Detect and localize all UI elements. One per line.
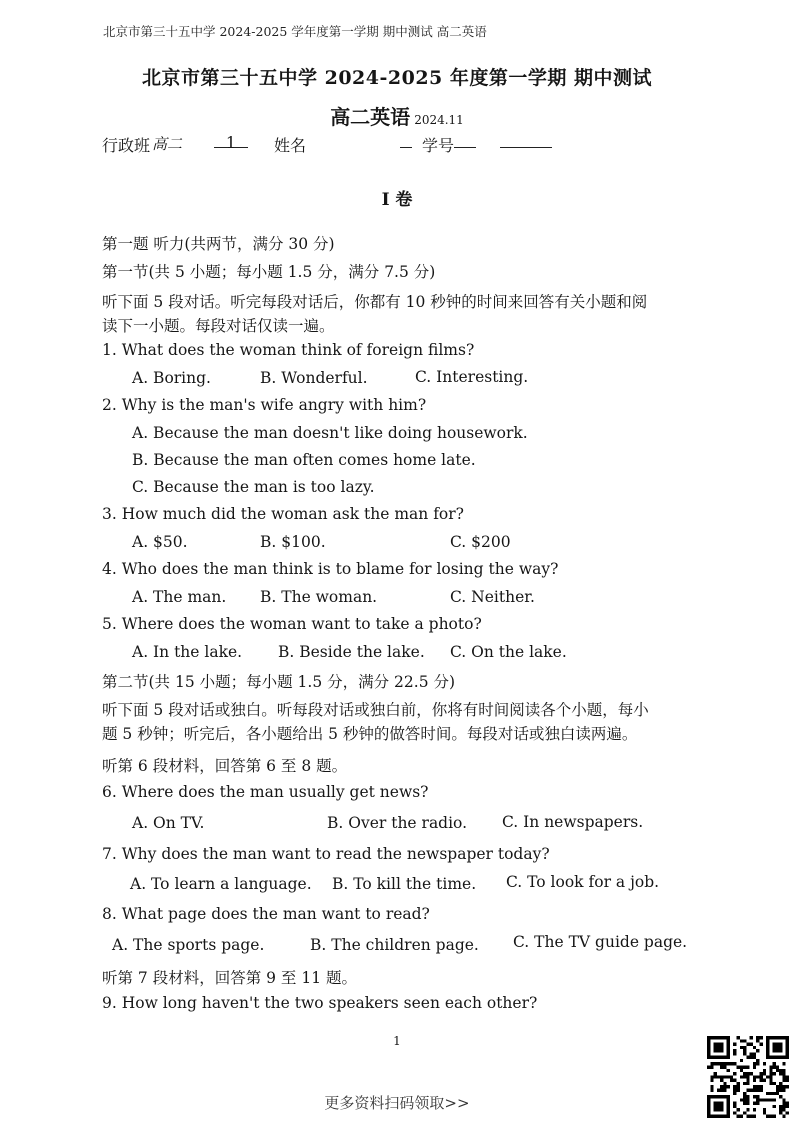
page-number: 1 [393,1034,401,1048]
q1-option-a[interactable]: A. Boring. [132,369,211,387]
q8-option-c[interactable]: C. The TV guide page. [513,933,688,951]
material-6-heading: 听第 6 段材料，回答第 6 至 8 题。 [102,757,348,775]
q6-stem: 6. Where does the man usually get news? [102,783,429,801]
student-id-label: 学号 [422,136,455,155]
q7-option-b[interactable]: B. To kill the time. [332,875,477,893]
q2-option-c[interactable]: C. Because the man is too lazy. [132,478,375,496]
section2-instruction-2: 题 5 秒钟；听完后，各小题给出 5 秒钟的做答时间。每段对话或独白读两遍。 [102,725,638,743]
q5-stem: 5. Where does the woman want to take a photo? [102,615,482,633]
q2-stem: 2. Why is the man's wife angry with him? [102,396,427,414]
class-handwritten-value: 高二 [152,135,183,153]
q6-option-a[interactable]: A. On TV. [132,814,205,832]
q2-option-b[interactable]: B. Because the man often comes home late. [132,451,476,469]
q3-stem: 3. How much did the woman ask the man for? [102,505,464,523]
qr-code-icon[interactable] [707,1036,789,1118]
section1-heading: 第一节(共 5 小题；每小题 1.5 分，满分 7.5 分) [102,263,436,281]
q1-option-c[interactable]: C. Interesting. [415,368,529,386]
q5-option-b[interactable]: B. Beside the lake. [278,643,425,661]
student-id-field[interactable] [454,133,476,148]
q4-option-c[interactable]: C. Neither. [450,588,535,606]
q5-option-a[interactable]: A. In the lake. [132,643,243,661]
q3-option-c[interactable]: C. $200 [450,533,511,551]
exam-subtitle [0,101,794,130]
section1-instruction-2: 读下一小题。每段对话仅读一遍。 [102,317,335,335]
section1-instruction-1: 听下面 5 段对话。听完每段对话后，你都有 10 秒钟的时间来回答有关小题和阅 [102,293,648,311]
q8-option-a[interactable]: A. The sports page. [112,936,265,954]
q4-option-b[interactable]: B. The woman. [260,588,378,606]
section2-instruction-1: 听下面 5 段对话或独白。听每段对话或独白前，你将有时间阅读各个小题，每小 [102,701,649,719]
q5-option-c[interactable]: C. On the lake. [450,643,567,661]
footer-cta-link[interactable]: 更多资料扫码领取>> [324,1094,470,1112]
q9-stem: 9. How long haven't the two speakers seen each other? [102,994,538,1012]
exam-title: 北京市第三十五中学 2024-2025 年度第一学期 期中测试 [142,67,652,89]
q3-option-b[interactable]: B. $100. [260,533,326,551]
q6-option-c[interactable]: C. In newspapers. [502,813,644,831]
part1-heading: 第一题 听力(共两节，满分 30 分) [102,235,335,253]
q4-option-a[interactable]: A. The man. [132,588,227,606]
name-field[interactable] [400,133,412,148]
q8-option-b[interactable]: B. The children page. [310,936,479,954]
q3-option-a[interactable]: A. $50. [132,533,188,551]
section2-heading: 第二节(共 15 小题；每小题 1.5 分，满分 22.5 分) [102,673,456,691]
name-label: 姓名 [274,136,307,155]
student-id-field-extra[interactable] [500,133,552,148]
q7-option-a[interactable]: A. To learn a language. [130,875,312,893]
class-number-field[interactable]: 1 [214,133,248,148]
student-info-row [102,133,562,155]
q1-option-b[interactable]: B. Wonderful. [260,369,368,387]
q7-option-c[interactable]: C. To look for a job. [506,873,660,891]
q1-stem: 1. What does the woman think of foreign films? [102,341,475,359]
q8-stem: 8. What page does the man want to read? [102,905,430,923]
class-label: 行政班 [102,136,151,155]
q6-option-b[interactable]: B. Over the radio. [327,814,468,832]
q7-stem: 7. Why does the man want to read the newspaper today? [102,845,550,863]
q2-option-a[interactable]: A. Because the man doesn't like doing housework. [132,424,528,442]
exam-date: 2024.11 [414,113,464,127]
q4-stem: 4. Who does the man think is to blame for losing the way? [102,560,559,578]
subject-label: 高二英语 [330,105,411,129]
volume-heading: I 卷 [381,190,413,210]
material-7-heading: 听第 7 段材料，回答第 9 至 11 题。 [102,969,358,987]
page-header: 北京市第三十五中学 2024-2025 学年度第一学期 期中测试 高二英语 [103,24,487,39]
